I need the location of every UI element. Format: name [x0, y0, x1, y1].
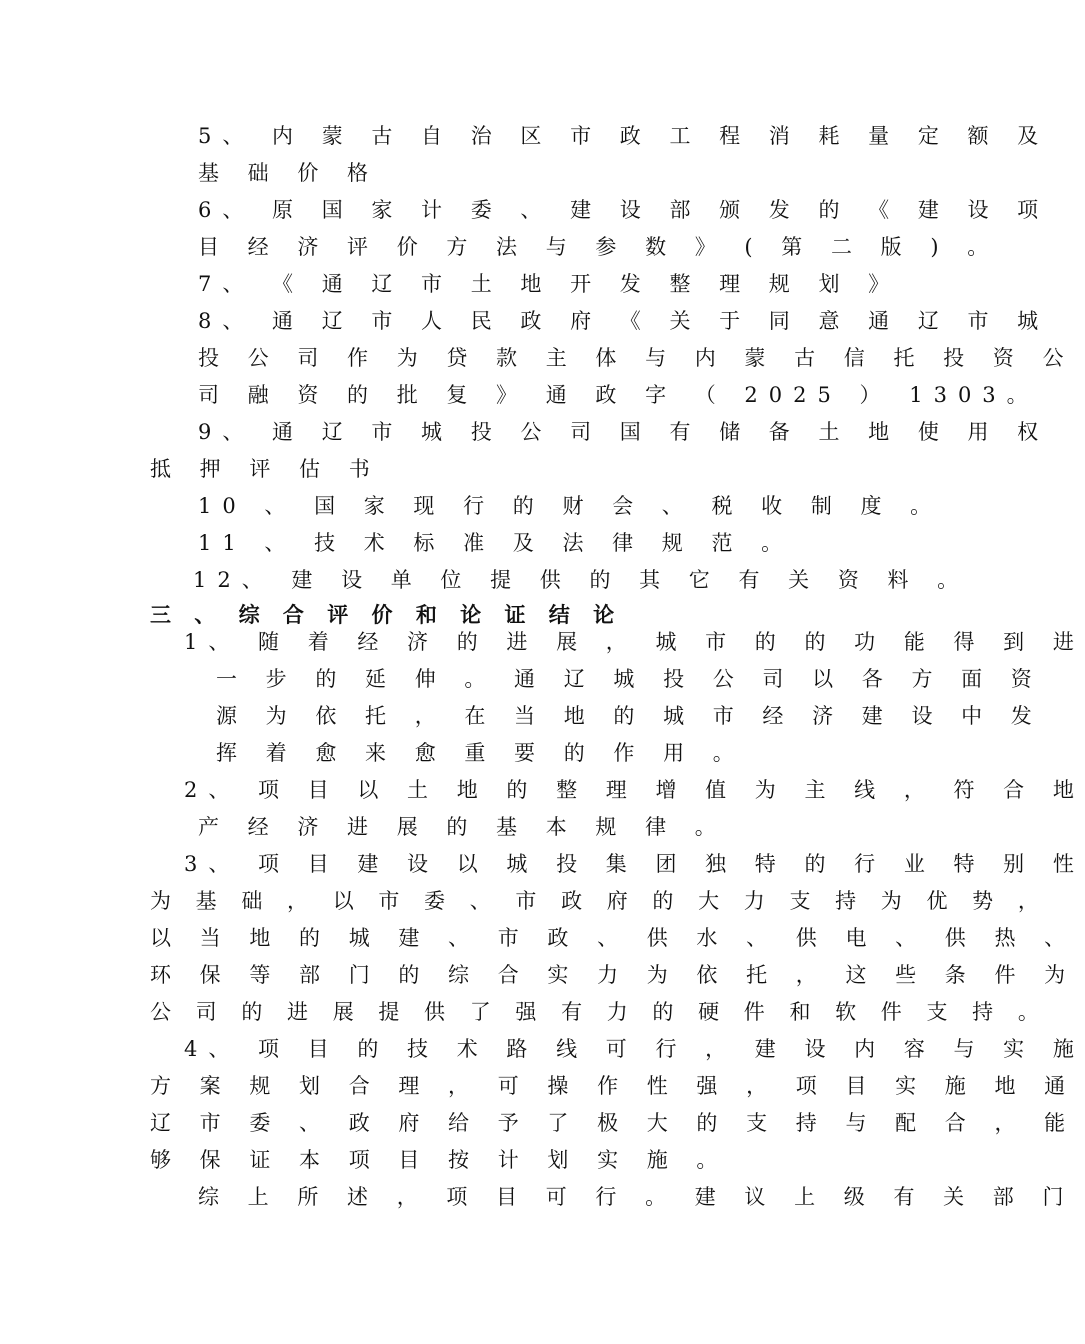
text-line: 2、 项 目 以 土 地 的 整 理 增 值 为 主 线 ， 符 合 地	[184, 778, 1085, 802]
text-line: 5、 内 蒙 古 自 治 区 市 政 工 程 消 耗 量 定 额 及	[198, 124, 1050, 148]
text-line: 12、 建 设 单 位 提 供 的 其 它 有 关 资 料 。	[193, 568, 970, 592]
text-line: 3、 项 目 建 设 以 城 投 集 团 独 特 的 行 业 特 别 性	[184, 852, 1085, 876]
text-line: 司 融 资 的 批 复 》 通 政 字 （ 2025 ） 1303。	[198, 383, 1039, 407]
text-line: 以 当 地 的 城 建 、 市 政 、 供 水 、 供 电 、 供 热 、	[150, 926, 1077, 950]
text-line: 4、 项 目 的 技 术 路 线 可 行 ， 建 设 内 容 与 实 施	[184, 1037, 1085, 1061]
text-line: 挥 着 愈 来 愈 重 要 的 作 用 。	[216, 741, 745, 765]
text-line: 辽 市 委 、 政 府 给 予 了 极 大 的 支 持 与 配 合 ， 能	[150, 1111, 1077, 1135]
text-line: 方 案 规 划 合 理 ， 可 操 作 性 强 ， 项 目 实 施 地 通	[150, 1074, 1077, 1098]
text-line: 综 上 所 述 ， 项 目 可 行 。 建 议 上 级 有 关 部 门	[198, 1185, 1075, 1209]
text-line: 9、 通 辽 市 城 投 公 司 国 有 储 备 土 地 使 用 权	[198, 420, 1050, 444]
text-line: 10 、 国 家 现 行 的 财 会 、 税 收 制 度 。	[198, 494, 943, 518]
text-line: 7、 《 通 辽 市 土 地 开 发 整 理 规 划 》	[198, 272, 901, 296]
text-line: 基 础 价 格	[198, 161, 380, 185]
text-line: 够 保 证 本 项 目 按 计 划 实 施 。	[150, 1148, 729, 1172]
text-line: 一 步 的 延 伸 。 通 辽 城 投 公 司 以 各 方 面 资	[216, 667, 1043, 691]
text-line: 11 、 技 术 标 准 及 法 律 规 范 。	[198, 531, 794, 555]
text-line: 投 公 司 作 为 贷 款 主 体 与 内 蒙 古 信 托 投 资 公	[198, 346, 1075, 370]
text-line: 公 司 的 进 展 提 供 了 强 有 力 的 硬 件 和 软 件 支 持 。	[150, 1000, 1048, 1024]
text-line: 1、 随 着 经 济 的 进 展 ， 城 市 的 的 功 能 得 到 进	[184, 630, 1085, 654]
text-line: 6、 原 国 家 计 委 、 建 设 部 颁 发 的 《 建 设 项	[198, 198, 1050, 222]
text-line: 抵 押 评 估 书	[150, 457, 381, 481]
text-line: 源 为 依 托 ， 在 当 地 的 城 市 经 济 建 设 中 发	[216, 704, 1043, 728]
text-line: 8、 通 辽 市 人 民 政 府 《 关 于 同 意 通 辽 市 城	[198, 309, 1050, 333]
text-line: 为 基 础 ， 以 市 委 、 市 政 府 的 大 力 支 持 为 优 势 ，	[150, 889, 1048, 913]
text-line: 产 经 济 进 展 的 基 本 规 律 。	[198, 815, 727, 839]
text-line: 目 经 济 评 价 方 法 与 参 数 》 ( 第 二 版 ) 。	[198, 235, 1000, 259]
section-heading: 三 、 综 合 评 价 和 论 证 结 论	[150, 603, 623, 627]
text-line: 环 保 等 部 门 的 综 合 实 力 为 依 托 ， 这 些 条 件 为	[150, 963, 1077, 987]
